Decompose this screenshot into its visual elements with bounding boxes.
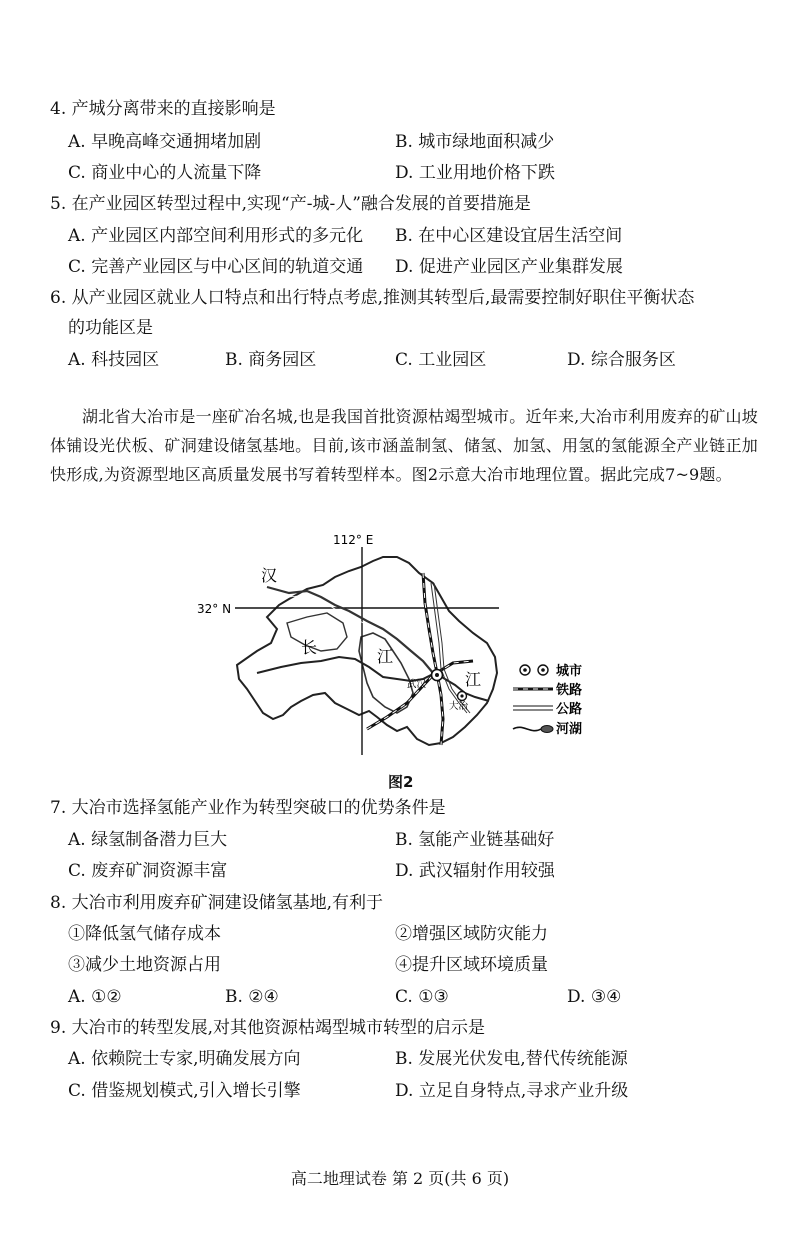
q5-option-c: C. 完善产业园区与中心区间的轨道交通 <box>68 257 364 277</box>
page-footer: 高二地理试卷 第 2 页(共 6 页) <box>290 1169 510 1188</box>
q8-option-b: B. ②④ <box>225 987 279 1007</box>
legend-city-dot-1 <box>523 668 527 672</box>
q7-option-d: D. 武汉辐射作用较强 <box>395 861 555 881</box>
q7-option-a: A. 绿氢制备潜力巨大 <box>68 830 228 850</box>
q5-stem: 5. 在产业园区转型过程中,实现“产-城-人”融合发展的首要措施是 <box>50 194 531 214</box>
q7-stem: 7. 大冶市选择氢能产业作为转型突破口的优势条件是 <box>50 798 446 818</box>
passage-text: 湖北省大冶市是一座矿冶名城,也是我国首批资源枯竭型城市。近年来,大冶市利用废弃的矿山坡体铺设光伏板、矿洞建设储氢基地。目前,该市涵盖制氢、储氢、加氢、用氢的氢能源全产业链正加快形成,为资源型地区高质量发展书写着转型样本。图2示意大冶市地理位置。据此完成7~9题。 <box>50 407 758 484</box>
q5-option-d: D. 促进产业园区产业集群发展 <box>395 257 623 277</box>
daye-label: 大冶 <box>449 701 469 712</box>
chang-label: 长 <box>301 638 318 657</box>
legend-river-line <box>513 727 541 730</box>
q9-option-d: D. 立足自身特点,寻求产业升级 <box>395 1081 629 1101</box>
q6-option-d: D. 综合服务区 <box>567 350 676 370</box>
q8-stem: 8. 大冶市利用废弃矿洞建设储氢基地,有利于 <box>50 893 384 913</box>
daye-dot <box>460 694 463 697</box>
q5-option-b: B. 在中心区建设宜居生活空间 <box>395 226 623 246</box>
parallel-label: 32° N <box>197 602 232 616</box>
q4-option-c: C. 商业中心的人流量下降 <box>68 163 262 183</box>
legend-city-label: 城市 <box>556 664 583 679</box>
q6-option-a: A. 科技园区 <box>68 350 160 370</box>
legend-rail-label: 铁路 <box>556 683 583 698</box>
q8-statement-3: ③减少土地资源占用 <box>68 955 221 975</box>
q9-option-c: C. 借鉴规划模式,引入增长引擎 <box>68 1081 301 1101</box>
meridian-label: 112° E <box>333 533 374 547</box>
wuhan-label: 武汉 <box>407 679 427 690</box>
q8-statement-4: ④提升区域环境质量 <box>395 955 548 975</box>
q8-statement-2: ②增强区域防灾能力 <box>395 924 548 944</box>
han-river-inner <box>269 591 423 665</box>
q7-option-c: C. 废弃矿洞资源丰富 <box>68 861 228 881</box>
map-legend <box>513 663 582 737</box>
hubei-location-map <box>197 533 599 758</box>
province-outline <box>237 557 497 745</box>
q9-option-b: B. 发展光伏发电,替代传统能源 <box>395 1049 628 1069</box>
legend-road-label: 公路 <box>556 702 583 717</box>
reading-passage <box>50 402 758 489</box>
q4-option-d: D. 工业用地价格下跌 <box>395 163 555 183</box>
legend-city-dot-2 <box>541 668 545 672</box>
q5-option-a: A. 产业园区内部空间利用形式的多元化 <box>68 226 364 246</box>
jiang-label-2: 江 <box>465 670 482 689</box>
q4-option-b: B. 城市绿地面积减少 <box>395 132 555 152</box>
q6-stem-line2: 的功能区是 <box>68 318 153 338</box>
q8-option-d: D. ③④ <box>567 987 622 1007</box>
q4-option-a: A. 早晚高峰交通拥堵加剧 <box>68 132 262 152</box>
q8-statement-1: ①降低氢气储存成本 <box>68 924 221 944</box>
q9-option-a: A. 依赖院士专家,明确发展方向 <box>68 1049 301 1069</box>
q6-option-b: B. 商务园区 <box>225 350 317 370</box>
figure-caption: 图2 <box>388 773 414 791</box>
q6-stem-line1: 6. 从产业园区就业人口特点和出行特点考虑,推测其转型后,最需要控制好职住平衡状态 <box>50 288 695 308</box>
han-label: 汉 <box>261 566 278 585</box>
q8-option-a: A. ①② <box>68 987 122 1007</box>
q7-option-b: B. 氢能产业链基础好 <box>395 830 555 850</box>
q4-stem: 4. 产城分离带来的直接影响是 <box>50 99 276 119</box>
han-river <box>267 587 433 673</box>
q8-option-c: C. ①③ <box>395 987 449 1007</box>
q6-option-c: C. 工业园区 <box>395 350 487 370</box>
legend-lake-shape <box>541 726 553 733</box>
jiang-label-1: 江 <box>377 647 394 666</box>
wuhan-dot <box>435 673 439 677</box>
q9-stem: 9. 大冶市的转型发展,对其他资源枯竭型城市转型的启示是 <box>50 1018 486 1038</box>
legend-river-label: 河湖 <box>556 722 583 737</box>
